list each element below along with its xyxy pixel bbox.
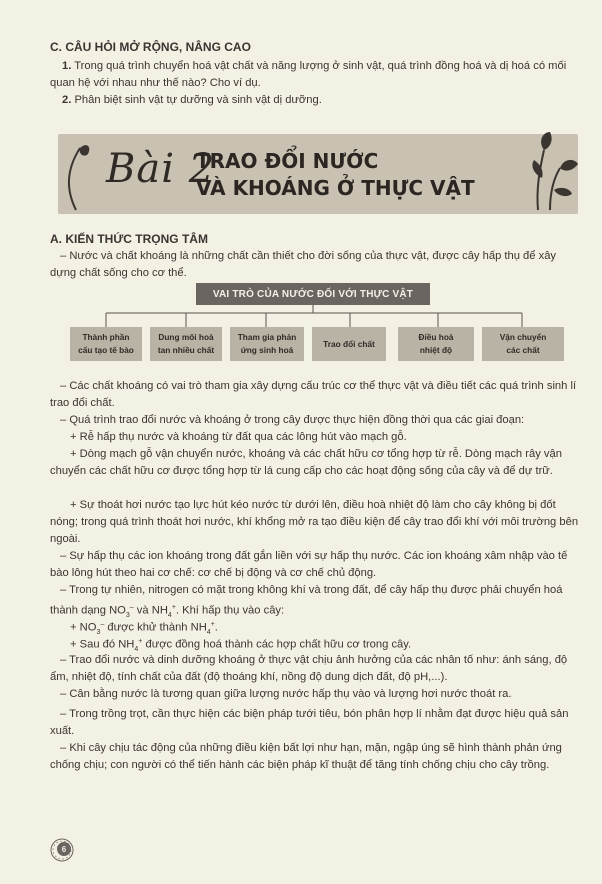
no3-text-1: + NO <box>70 621 97 634</box>
paragraph-factors: – Trao đổi nước và dinh dưỡng khoáng ở thực vật chịu ảnh hưởng của các nhân tố như: ánh sáng, độ ẩm, nhiệt độ, tính chất của đất (độ thoáng khí, nồng độ dung dịch đất, độ pH,...). <box>50 654 568 683</box>
box-1-line-2: cấu tạo tế bào <box>78 345 134 355</box>
question-1-text: Trong quá trình chuyển hoá vật chất và năng lượng ở sinh vật, quá trình đồng hoá và dị hoá có mối quan hệ với nhau như thế nào? Cho ví dụ. <box>50 60 567 89</box>
question-2 <box>50 92 580 109</box>
paragraph-stress-resistance: – Khi cây chịu tác động của những điều kiện bất lợi như hạn, mặn, ngập úng sẽ hình thành phản ứng chống chịu; con người có thể tiến hành các biện pháp kĩ thuật để tăng tính chống chịu cho cây trồng. <box>50 742 562 771</box>
nitrogen-text-1: – Trong tự nhiên, nitrogen có mặt trong không khí và trong đất, để cây hấp thụ được phải chuyển hoá thành dạng NO <box>50 584 563 617</box>
section-a-intro: – Nước và chất khoáng là những chất cần thiết cho đời sống của thực vật, được cây hấp thụ để xây dựng chất sống cho cơ thể. <box>50 250 557 279</box>
section-c-heading: C. CÂU HỎI MỞ RỘNG, NÂNG CAO <box>50 40 251 54</box>
box-1-line-1: Thành phần <box>82 332 130 342</box>
no3-sub-2: 3 <box>96 628 101 636</box>
paragraph-cultivation: – Trong trồng trọt, cần thực hiện các biện pháp tưới tiêu, bón phân hợp lí nhằm đạt được hiệu quả sản xuất. <box>50 708 569 737</box>
no3-sup-2: – <box>100 621 105 628</box>
right-plant-ornament-icon <box>520 128 582 212</box>
question-2-number: 2. <box>62 94 72 106</box>
no3-text-2: được khử thành NH <box>104 621 207 634</box>
diagram-box-solvent <box>150 327 222 361</box>
section-a-heading: A. KIẾN THỨC TRỌNG TÂM <box>50 232 208 246</box>
page-number: 6 <box>57 842 71 856</box>
nh4-sup-2: + <box>210 621 215 628</box>
box-2-line-1: Dung môi hoà <box>158 332 214 342</box>
diagram-connectors <box>60 305 580 329</box>
diagram-box-biochemical <box>230 327 304 361</box>
paragraph-transpiration: + Sự thoát hơi nước tạo lực hút kéo nước từ dưới lên, điều hoà nhiệt độ làm cho cây không bị đốt nóng; trong quá trình thoát hơi nước, khí khổng mở ra tạo điều kiện để cây trao đổi khí với môi trường bên ngoài. <box>50 499 579 545</box>
question-1-number: 1. <box>62 60 72 72</box>
lesson-title-line-2: VÀ KHOÁNG Ở THỰC VẬT <box>196 176 475 200</box>
diagram-title: VAI TRÒ CỦA NƯỚC ĐỐI VỚI THỰC VẬT <box>196 283 430 305</box>
nitrogen-text-3: . Khí hấp thụ vào cây: <box>175 604 285 617</box>
question-2-text: Phân biệt sinh vật tự dưỡng và sinh vật dị dưỡng. <box>74 94 322 106</box>
box-4-line-1: Trao đổi chất <box>323 338 375 349</box>
paragraph-stages: – Quá trình trao đổi nước và khoáng ở trong cây được thực hiện đồng thời qua các giai đoạn: <box>60 414 525 426</box>
nh4-sub-3: 4 <box>134 645 139 653</box>
paragraph-water-balance: – Cân bằng nước là tương quan giữa lượng nước hấp thụ vào và lượng hơi nước thoát ra. <box>60 688 512 700</box>
no3-superscript: – <box>129 604 134 611</box>
diagram-box-structure <box>70 327 142 361</box>
nh4-sub-2: 4 <box>206 628 211 636</box>
no3-text-3: . <box>214 621 218 634</box>
diagram-box-temperature <box>398 327 474 361</box>
question-1 <box>50 58 580 92</box>
lesson-label: Bài 2 <box>106 146 216 192</box>
diagram-box-metabolism <box>312 327 386 361</box>
left-leaf-ornament-icon <box>56 140 96 214</box>
nh4-subscript: 4 <box>167 611 172 619</box>
paragraph-minerals: – Các chất khoáng có vai trò tham gia xây dựng cấu trúc cơ thể thực vật và điều tiết các quá trình sinh lí trao đổi chất. <box>50 380 577 409</box>
box-5-line-1: Điều hoà <box>418 332 454 342</box>
box-3-line-2: ứng sinh hoá <box>240 345 294 355</box>
diagram-box-transport <box>482 327 564 361</box>
box-5-line-2: nhiệt độ <box>419 345 453 355</box>
nh4-text-1: + Sau đó NH <box>70 638 135 651</box>
lesson-title <box>196 148 475 202</box>
lesson-title-line-1: TRAO ĐỔI NƯỚC <box>196 149 379 173</box>
nh4-superscript: + <box>171 604 176 611</box>
paragraph-ion-absorption: – Sự hấp thụ các ion khoáng trong đất gắn liền với sự hấp thụ nước. Các ion khoáng xâm nhập vào tế bào lông hút theo hai cơ chế: cơ chế bị động và cơ chế chủ động. <box>50 550 568 579</box>
nh4-text-2: được đồng hoá thành các hợp chất hữu cơ trong cây. <box>142 638 412 651</box>
nitrogen-text-2: và NH <box>133 604 168 617</box>
nh4-sup-3: + <box>138 638 143 645</box>
box-3-line-1: Tham gia phản <box>237 332 297 342</box>
no3-subscript: 3 <box>125 611 130 619</box>
box-2-line-2: tan nhiều chất <box>157 345 215 355</box>
paragraph-vessel-transport: + Dòng mạch gỗ vận chuyển nước, khoáng và các chất hữu cơ tổng hợp từ rễ. Dòng mạch rây vận chuyển các chất hữu cơ được tổng hợp từ lá cung cấp cho các hoạt động sống của cây và để dự trữ. <box>50 448 562 477</box>
box-6-line-2: các chất <box>506 345 540 355</box>
box-6-line-1: Vận chuyển <box>499 332 547 342</box>
paragraph-root-absorption: + Rễ hấp thụ nước và khoáng từ đất qua các lông hút vào mạch gỗ. <box>70 431 407 443</box>
